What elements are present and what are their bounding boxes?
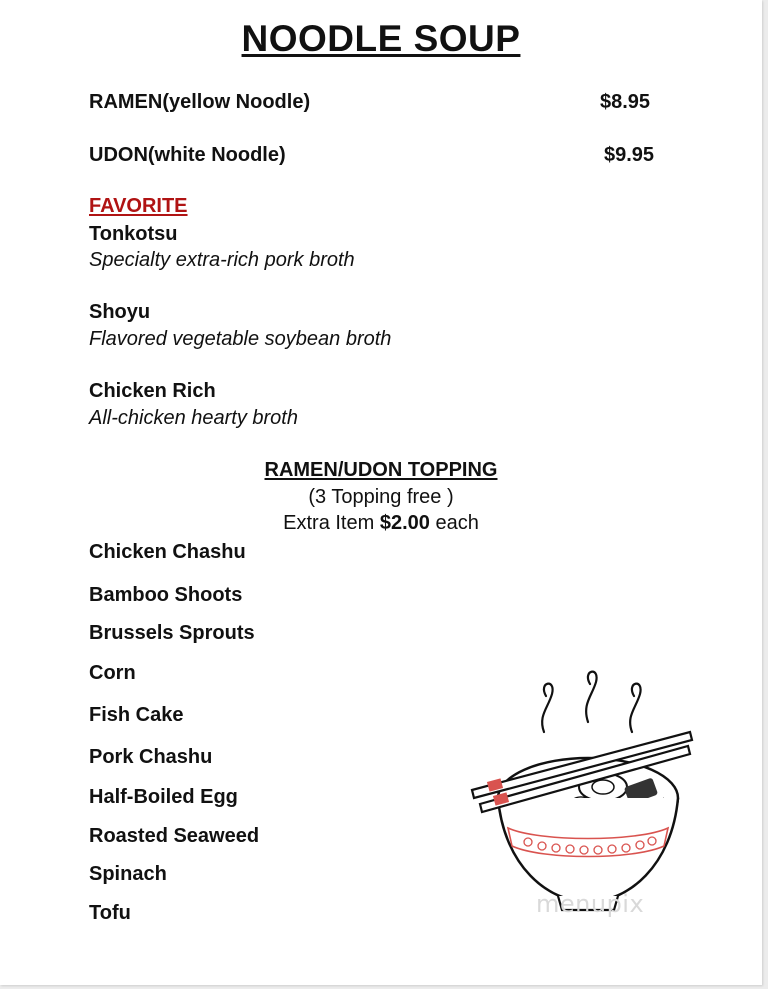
page-title: NOODLE SOUP — [241, 18, 521, 59]
broth-description: Flavored vegetable soybean broth — [89, 328, 392, 350]
broth-description: All-chicken hearty broth — [89, 407, 298, 429]
noodle-udon-name: UDON(white Noodle) — [89, 144, 286, 166]
topping-heading: RAMEN/UDON TOPPING — [264, 459, 498, 481]
topping-item: Chicken Chashu — [89, 541, 246, 563]
topping-item: Brussels Sprouts — [89, 622, 255, 644]
watermark-text: menupix — [536, 890, 645, 918]
topping-item: Tofu — [89, 902, 131, 924]
topping-free-note: (3 Topping free ) — [308, 486, 454, 508]
broth-description: Specialty extra-rich pork broth — [89, 249, 355, 271]
topping-item: Pork Chashu — [89, 746, 213, 768]
broth-name: Tonkotsu — [89, 223, 178, 245]
topping-item: Spinach — [89, 863, 167, 885]
extra-prefix: Extra Item — [283, 512, 380, 534]
favorite-label: FAVORITE — [89, 195, 188, 217]
extra-suffix: each — [429, 512, 479, 534]
topping-item: Roasted Seaweed — [89, 825, 260, 847]
extra-price: $2.00 — [379, 512, 430, 534]
topping-item: Half-Boiled Egg — [89, 786, 238, 808]
topping-item: Corn — [89, 662, 136, 684]
broth-name: Shoyu — [89, 301, 151, 323]
broth-name: Chicken Rich — [89, 380, 216, 402]
noodle-ramen-price: $8.95 — [600, 91, 651, 113]
noodle-ramen-name: RAMEN(yellow Noodle) — [89, 91, 311, 113]
noodle-udon-price: $9.95 — [604, 144, 655, 166]
topping-item: Fish Cake — [89, 704, 184, 726]
topping-item: Bamboo Shoots — [89, 584, 243, 606]
topping-extra-note — [0, 512, 762, 535]
